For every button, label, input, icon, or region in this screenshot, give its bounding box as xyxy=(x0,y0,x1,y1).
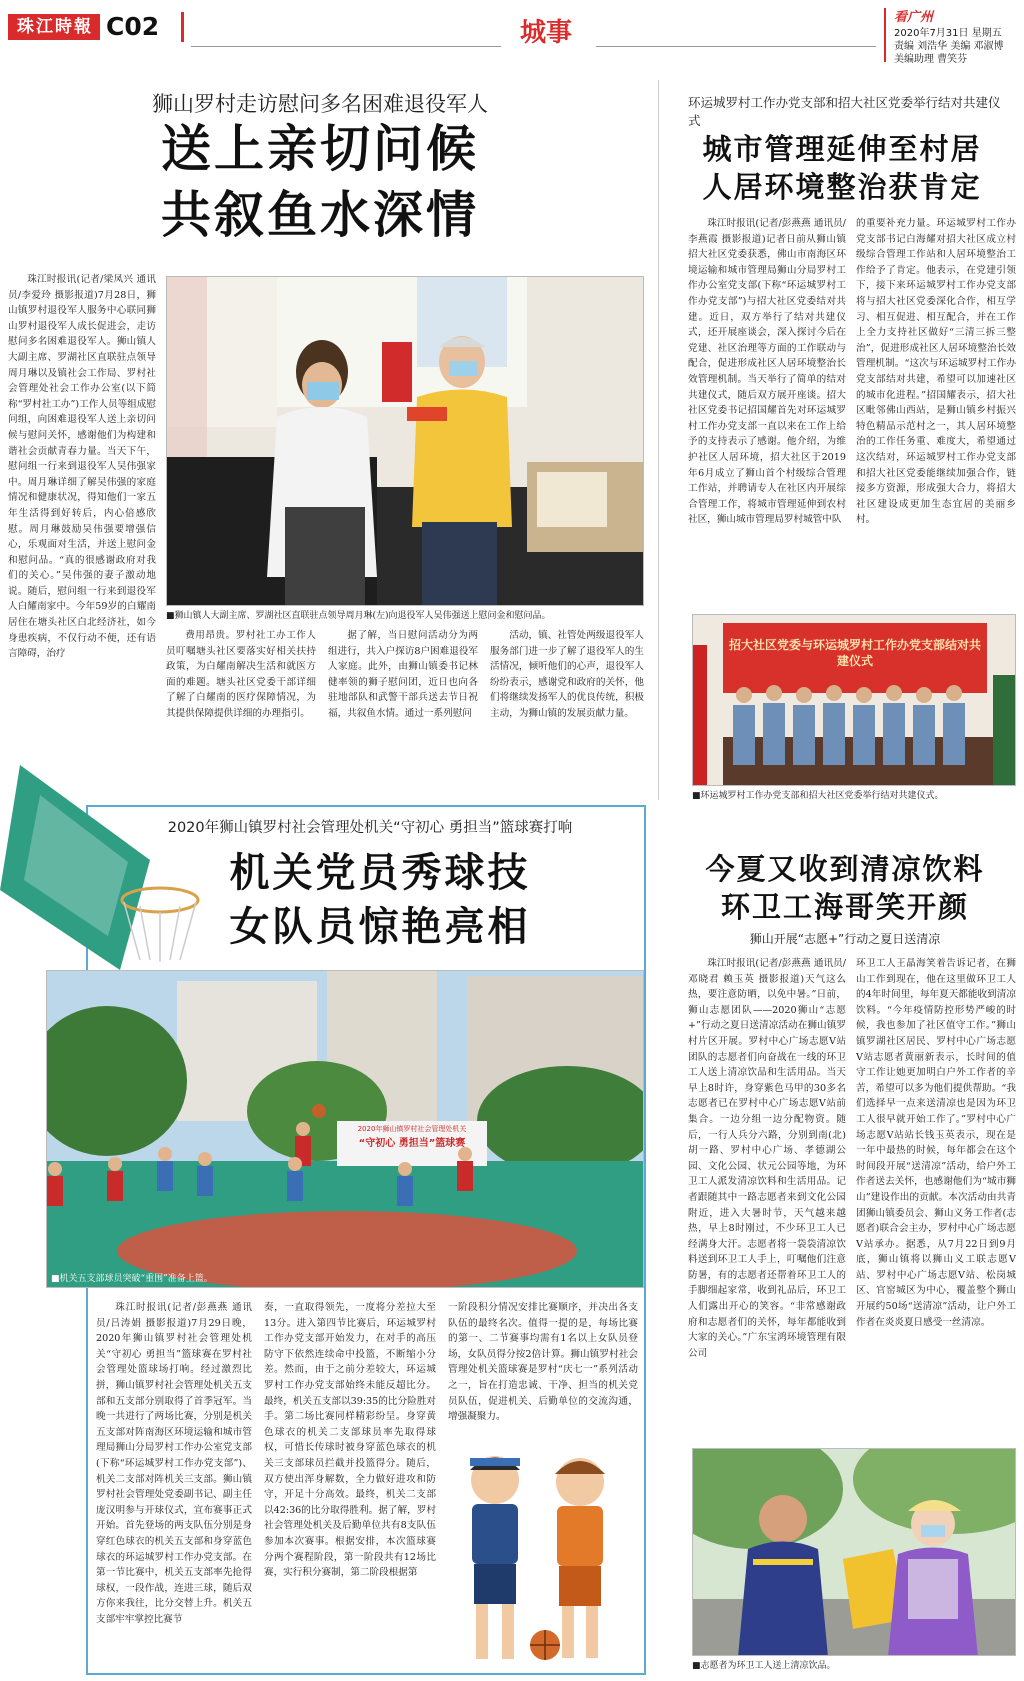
article1-col3: 据了解，当日慰问活动分为两组进行，共入户探访8户困难退役军人家庭。此外，由狮山镇委书记林健率领的狮子慰问团，近日也向各驻地部队和武警干部兵送去节日祝福，共叙鱼水情。通过一系列慰问 xyxy=(328,630,478,719)
page-number: C02 xyxy=(106,12,160,41)
article3-title-line1: 机关党员秀球技 xyxy=(229,850,531,896)
article4-title-line2: 环卫工海哥笑开颜 xyxy=(720,890,969,924)
column-separator xyxy=(658,80,659,800)
article4-photo xyxy=(692,1448,1016,1656)
article2-photo xyxy=(692,614,1016,786)
court-banner-small: 2020年狮山镇罗村社会管理处机关 xyxy=(357,1125,467,1133)
proof-line: 美编助理 曹笑芬 xyxy=(894,54,968,65)
article4-col2: 环卫工人王晶海笑着告诉记者，在狮山工作到现在，他在这里做环卫工人的4年时间里，每年夏天都能收到清凉饮料。“今年疫情防控形势严峻的时候，我也参加了社区值守工作。”狮山镇罗湖社区居民、罗村中心广场志愿V站志愿者黄丽新表示，长时间的值守工作让她更加明白户外工作者的辛苦，希望可以多为他们提供帮助。“我们选择早一点来送清凉也是因为环卫工人很早就开始工作了。”罗村中心广场志愿V站站长钱玉英表示，现在是一年中最热的时候，每年都会在这个时间段开展“送清凉”活动，给户外工作者送去关怀，也感谢他们为“城市狮山”建设作出的贡献。本次活动由共青团狮山镇委员会、狮山义务工作者(志愿者)联合会主办，罗村中心广场志愿V站承办。据悉，从7月22日到9月底，狮山镇将以狮山义工联志愿V站、罗村中心广场志愿V站、松岗城区、官窑城区为中心，覆盖整个狮山开展约50场“送清凉”活动，让户外工作者在炎炎夏日感受一丝清凉。 xyxy=(856,958,1016,1328)
masthead-bar xyxy=(6,6,1018,65)
court-banner-big: “守初心 勇担当”篮球赛 xyxy=(358,1138,466,1149)
article1-col1: 珠江时报讯(记者/梁凤兴 通讯员/李爱玲 摄影报道)7月28日，狮山镇罗村退役军人服务中心联同狮山罗村退役军人成长促进会，走访慰问多名困难退役军人。狮山镇人大副主席、罗湖社区直联驻点领导周月琳以及镇社会工作局、罗村社会管理处社会工作办公室(以下简称“罗村社工办”)工作人员等组成慰问组，向困难退役军人送上亲切问候与慰问关怀，感谢他们为构建和谐社会贡献青春力量。当天下午，慰问组一行来到退役军人吴伟强家中。周月琳详细了解吴伟强的家庭情况和健康状况，得知他们一家五年生活得到好转后，内心倍感欣慰。周月琳鼓励吴伟强要增强信心，乐观面对生活，并送上慰问金和慰问品。“真的很感谢政府对我们的关心。”吴伟强的妻子激动地说。随后，慰问组一行来到退役军人白耀南家中。今年59岁的白耀南居住在塘头社区白北经济社，如今身患疾病，不仅行动不便，还有语言障碍，治疗 xyxy=(8,274,156,660)
article2-caption: ■环运城罗村工作办党支部和招大社区党委举行结对共建仪式。 xyxy=(692,791,944,801)
article4-subtitle: 狮山开展“志愿+”行动之夏日送清凉 xyxy=(749,932,941,946)
article1-col2: 费用昂贵。罗村社工办工作人员叮嘱塘头社区要落实好相关扶持政策，为白耀南解决生活和就医方面的难题。塘头社区党委干部详细了解了白耀南的医疗保障情况，为其提供保障提供详细的办理指引。 xyxy=(166,630,316,719)
article1-title-line1: 送上亲切问候 xyxy=(161,120,479,178)
article1-photo xyxy=(166,276,644,606)
header-rule-right xyxy=(596,46,876,47)
section-name: 城事 xyxy=(519,18,572,48)
article3-kicker: 2020年狮山镇罗村社会管理处机关“守初心 勇担当”篮球赛打响 xyxy=(167,820,573,836)
edition-label: 看广州 xyxy=(894,10,934,25)
article4-caption: ■志愿者为环卫工人送上清凉饮品。 xyxy=(692,1661,836,1671)
header-rule-left xyxy=(191,46,501,47)
article2-title-line1: 城市管理延伸至村居 xyxy=(702,132,982,166)
article2-kicker: 环运城罗村工作办党支部和招大社区党委举行结对共建仪式 xyxy=(688,95,1001,128)
ceremony-banner: 招大社区党委与环运城罗村工作办党支部结对共建仪式 xyxy=(728,638,981,668)
article2-col1: 珠江时报讯(记者/彭燕燕 通讯员/李燕霞 摄影报道)记者日前从狮山镇招大社区党委获悉，佛山市南海区环境运输和城市管理局狮山分局罗村工作办公室党支部(下称“环运城罗村工作办党支部”)与招大社区党委结对共建。近日，双方举行了结对共建仪式，还开展座谈会，深入探讨今后在党建、社区治理等方面的工作联动与配合，促进形成社区人居环境整治长效管理机制。当天举行了简单的结对共建仪式，随后双方展开座谈。招大社区党委书记招国耀首先对环运城罗村工作办党支部一直以来在工作上给予的支持表示了感谢。他介绍，为维护社区人居环境，招大社区于2019年6月成立了狮山首个村级综合管理工作站，并聘请专人在社区内开展综合管理工作，将城市管理延伸到农村社区，狮山城市管理局罗村城管中队 xyxy=(688,218,846,526)
article1-title-line2: 共叙鱼水深情 xyxy=(161,186,479,244)
masthead-title: 珠江時報 xyxy=(17,17,93,37)
editor-line: 责编 刘浩华 美编 邓淑博 xyxy=(894,41,1004,52)
date-line: 2020年7月31日 星期五 xyxy=(894,28,1002,39)
article3-col3: 一阶段积分情况安排比赛顺序，并决出各支队伍的最终名次。值得一提的是，每场比赛的第一、二节赛事均需有1名以上女队员登场，女队员得分按2倍计算。狮山镇罗村社会管理处机关篮球赛是罗村“庆七一”系列活动之一，旨在打造忠诚、干净、担当的机关党员队伍，促进机关、后勤单位的交流沟通，增强凝聚力。 xyxy=(448,1302,638,1423)
article3-photo xyxy=(46,970,644,1288)
volunteer-scene-illustration xyxy=(693,1449,1016,1656)
article1-kicker: 狮山罗村走访慰问多名困难退役军人 xyxy=(152,92,488,116)
article3-col1: 珠江时报讯(记者/彭燕燕 通讯员/吕涛娟 摄影报道)7月29日晚，2020年狮山镇罗村社会管理处机关“守初心 勇担当”篮球赛在罗村社会管理处篮球场打响。经过激烈比拼，狮山镇罗村社会管理处机关五支部和五支部分别取得了首季冠军。当晚一共进行了两场比赛，分别是机关五支部对阵南海区环境运输和城市管理局狮山分局罗村工作办公室党支部(下称“环运城罗村工作办党支部”)、机关二支部对阵机关三支部。狮山镇罗村社会管理处党委副书记、副主任庞汉明参与开球仪式，宣布赛事正式开始。首先登场的两支队伍分别是身穿红色球衣的机关五支部和身穿蓝色球衣的环运城罗村工作办党支部。在第一节比赛中，机关五支部率先抢得球权，一段作战，连进三球，随后双方你来我往，比分交替上升。机关五支部牢牢掌控比赛节 xyxy=(96,1302,252,1625)
article1-col4: 活动，镇、社管处两级退役军人服务部门进一步了解了退役军人的生活情况，倾听他们的心声，退役军人纷纷表示，感谢党和政府的关怀，他们将继续发扬军人的优良传统，积极主动，为狮山镇的发展贡献力量。 xyxy=(490,630,644,719)
article3-title-line2: 女队员惊艳亮相 xyxy=(229,904,531,950)
article3-caption: ■机关五支部球员突破“重围”准备上篮。 xyxy=(51,1274,213,1284)
article3-col2: 奏，一直取得领先，一度将分差拉大至13分。进入第四节比赛后，环运城罗村工作办党支部开始发力，在对手的高压防守下依然连续命中投篮，不断缩小分差。然而，由于之前分差较大，环运城罗村工作办党支部始终未能反超比分。最终，机关五支部以39:35的比分险胜对手。第二场比赛同样精彩纷呈。身穿黄色球衣的机关二支部球员率先取得球权，可惜长传球时被身穿蓝色球衣的机关三支部球员拦截并投篮得分。随后，双方使出浑身解数，全力做好进攻和防守，开足十分高效。最终，机关二支部以42:36的比分取得胜利。据了解，罗村社会管理处机关及后勤单位共有8支队伍参加本次赛事。根据安排，本次篮球赛分两个赛程阶段，第一阶段共有12场比赛，实行积分赛制，第二阶段根据第 xyxy=(264,1302,436,1579)
players-cartoon xyxy=(440,1440,640,1672)
visit-scene-illustration xyxy=(167,277,644,606)
header-vbar xyxy=(884,8,886,62)
article4-col1: 珠江时报讯(记者/彭燕燕 通讯员/邓晓君 赖玉英 摄影报道)天气这么热，要注意防晒，以免中暑。”日前，狮山志愿团队——2020狮山“志愿+”行动之夏日送清凉活动在狮山镇罗村片区开展。罗村中心广场志愿V站团队的志愿者们向奋战在一线的环卫工人送上清凉饮品和生活用品。当天早上8时许，身穿紫色马甲的30多名志愿者已在罗村中心广场志愿V站前集合。一边分组一边分配物资。随后，一行人兵分六路，分别到南(北)胡一路、罗村中心广场、孝德湖公园、文化公园、状元公园等地，为环卫工人派发清凉饮料和生活用品。记者跟随其中一路志愿者来到文化公园附近，进入大暑时节，天气越来越热，早上8时刚过，不少环卫工人已经满身大汗。志愿者将一袋袋清凉饮料送到环卫工人手上，叮嘱他们注意防暑，有的志愿者还帮着环卫工人的手脚细起家常，收到礼品后，环卫工人们露出开心的笑容。“非常感谢政府和志愿者们的关怀，每年都能收到大家的关心。”广东宝鸿环境管理有限公司 xyxy=(688,958,846,1359)
article4-title-line1: 今夏又收到清凉饮料 xyxy=(705,852,985,886)
header-divider xyxy=(181,12,184,42)
article2-title-line2: 人居环境整治获肯定 xyxy=(702,170,982,204)
article1-caption: ■狮山镇人大副主席、罗湖社区直联驻点领导周月琳(左)向退役军人吴伟强送上慰问金和慰问品。 xyxy=(166,611,551,621)
article2-col2: 的重要补充力量。环运城罗村工作办党支部书记白海耀对招大社区成立村级综合管理工作站和人居环境整治工作给予了肯定。他表示，在党建引领下，接下来环运城罗村工作办党支部将与招大社区党委深化合作，相互学习、相互促进、相互配合，并在工作上全力支持社区做好“三清三拆三整治”，促进形成社区人居环境整治长效管理机制。“这次与环运城罗村工作办党支部结对共建，希望可以加速社区的城市化进程。”招国耀表示，招大社区毗邻佛山西站，是狮山镇乡村振兴特色精品示范村之一，其人居环境整治的工作任务重、难度大，希望通过这次结对，环运城罗村工作办党支部和招大社区党委能继续加强合作，链接多方资源，形成强大合力，将招大社区建设成更加生态宜居的美丽乡村。 xyxy=(856,218,1016,526)
